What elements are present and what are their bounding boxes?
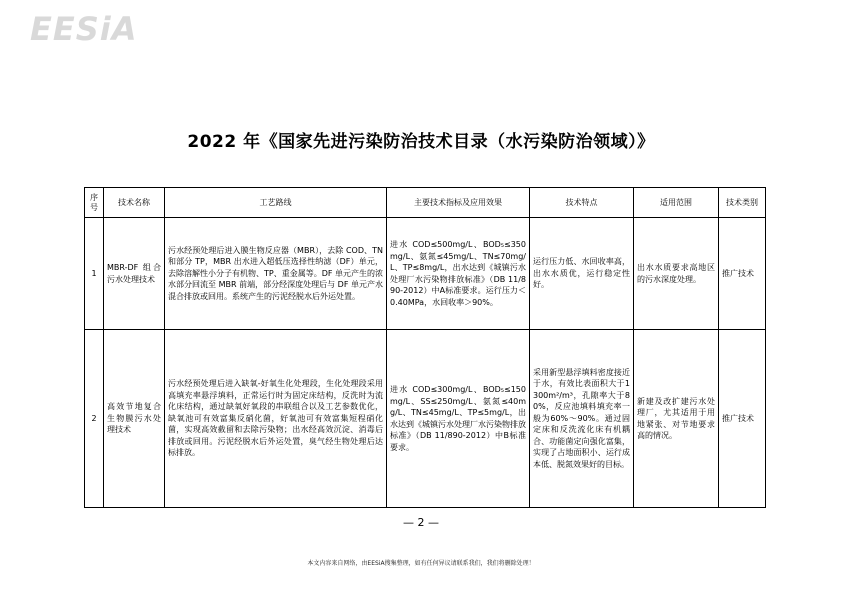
row-process: 污水经预处理后进入膜生物反应器（MBR），去除 COD、TN 和部分 TP，MBR 出水进入超低压选择性纳滤（DF）单元，去除溶解性小分子有机物、TP、重金属等。DF 单元产生的浓水部分回流至 MBR 前端，部分经深度处理后与 DF 单元产水混合排放或回用。系统产生的污泥经脱水后外运处置。 — [165, 218, 387, 330]
header-no: 序号 — [85, 188, 104, 218]
page-title: 2022 年《国家先进污染防治技术目录（水污染防治领域）》 — [187, 132, 655, 152]
header-process: 工艺路线 — [165, 188, 387, 218]
header-indicators: 主要技术指标及应用效果 — [387, 188, 530, 218]
header-category: 技术类别 — [719, 188, 766, 218]
header-name: 技术名称 — [104, 188, 165, 218]
technology-table — [84, 187, 766, 508]
eesia-logo: EESiA — [30, 10, 138, 48]
footer-disclaimer: 本文内容来自网络，由EESiA搜集整理，如有任何异议请联系我们，我们将删除处理！ — [307, 560, 535, 567]
row-features: 运行压力低、水回收率高，出水水质优，运行稳定性好。 — [530, 218, 634, 330]
page-number: — 2 — — [403, 516, 439, 529]
row-scope: 出水水质要求高地区的污水深度处理。 — [634, 218, 719, 330]
header-scope: 适用范围 — [634, 188, 719, 218]
row-category: 推广技术 — [719, 330, 766, 508]
row-indicators: 进水 COD≤300mg/L、BOD₅≤150mg/L、SS≤250mg/L、氨氮≤40mg/L、TN≤45mg/L、TP≤5mg/L，出水达到《城镇污水处理厂水污染物排放标准》（DB 11/890-2012）中B标准要求。 — [387, 330, 530, 508]
header-features: 技术特点 — [530, 188, 634, 218]
table-row — [85, 218, 766, 330]
table-row — [85, 330, 766, 508]
row-name: 高效节地复合生物膜污水处理技术 — [104, 330, 165, 508]
row-name: MBR-DF 组合污水处理技术 — [104, 218, 165, 330]
row-no: 1 — [85, 218, 104, 330]
row-category: 推广技术 — [719, 218, 766, 330]
row-no: 2 — [85, 330, 104, 508]
row-scope: 新建及改扩建污水处理厂，尤其适用于用地紧张、对节地要求高的情况。 — [634, 330, 719, 508]
row-indicators: 进水 COD≤500mg/L、BOD₅≤350mg/L、氨氮≤45mg/L、TN≤70mg/L、TP≤8mg/L，出水达到《城镇污水处理厂水污染物排放标准》（DB 11/890-2012）中A标准要求。运行压力＜0.40MPa，水回收率＞90%。 — [387, 218, 530, 330]
table-header-row — [85, 188, 766, 218]
row-process: 污水经预处理后进入缺氧-好氧生化处理段，生化处理段采用高填充率悬浮填料，正常运行时为固定床结构，反洗时为流化床结构，通过缺氧好氧段的串联组合以及工艺参数优化，缺氧池可有效富集反硝化菌，好氧池可有效富集短程硝化菌，实现高效截留和去除污染物；出水经高效沉淀、消毒后排放或回用。污泥经脱水后外运处置，臭气经生物处理后达标排放。 — [165, 330, 387, 508]
row-features: 采用新型悬浮填料密度接近于水，有效比表面积大于1300m²/m³，孔隙率大于80%，反应池填料填充率一般为60%～90%。通过固定床和反洗流化床有机耦合、功能菌定向强化富集，实现了占地面积小、运行成本低、脱氮效果好的目标。 — [530, 330, 634, 508]
